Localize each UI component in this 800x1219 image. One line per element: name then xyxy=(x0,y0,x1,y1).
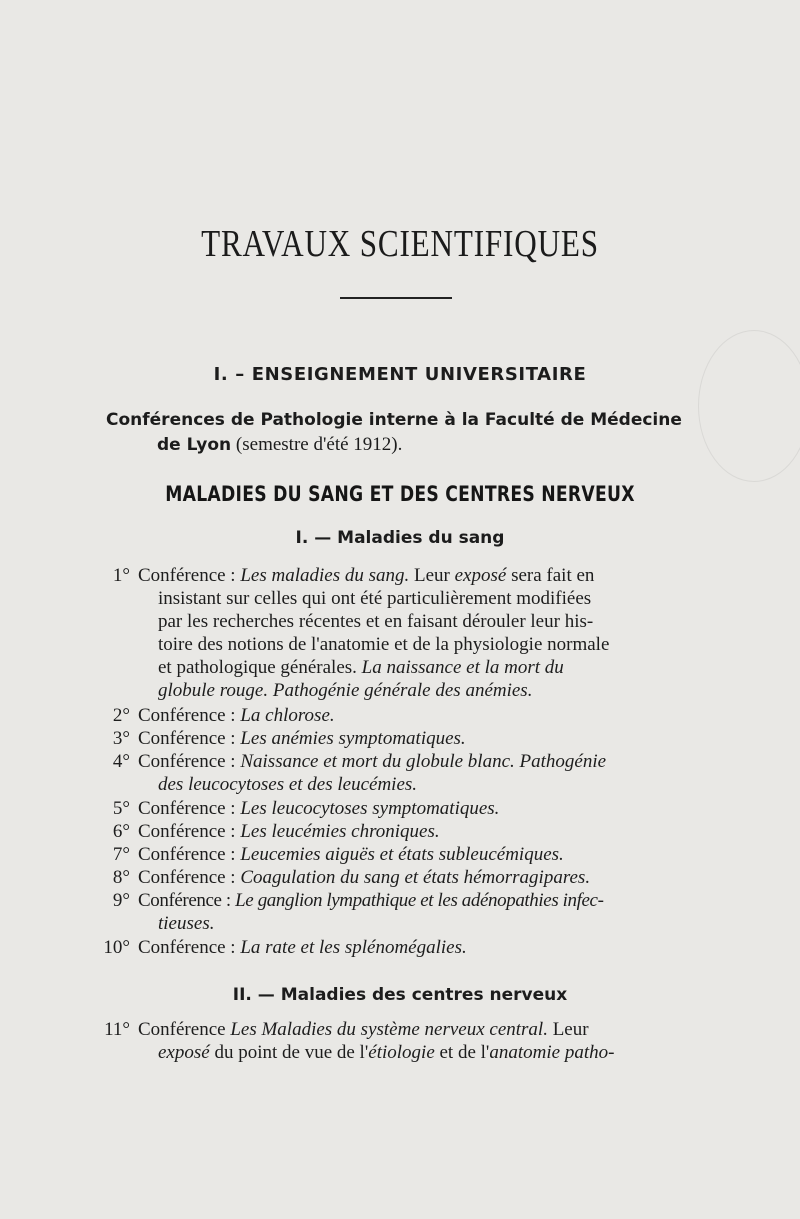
paper-stain xyxy=(698,330,800,482)
page-title: TRAVAUX SCIENTIFIQUES xyxy=(201,223,599,265)
title-rule xyxy=(340,297,452,299)
part-heading-sang: I. — Maladies du sang xyxy=(295,528,505,548)
section-heading: I. – ENSEIGNEMENT UNIVERSITAIRE xyxy=(213,364,587,385)
part-heading-nerveux: II. — Maladies des centres nerveux xyxy=(232,985,568,1005)
main-heading: MALADIES DU SANG ET DES CENTRES NERVEUX xyxy=(165,482,635,506)
conferences-heading-line2: de Lyon (semestre d'été 1912). xyxy=(157,434,403,455)
page: TRAVAUX SCIENTIFIQUES I. – ENSEIGNEMENT UNIVERSITAIRE Conférences de Pathologie interne à la Faculté de Médecine de Lyon (semestre d'été 1912). MALADIES DU SANG ET DES CENTRES NERVEUX I. — Maladies du sang 1° Conférence : Les maladies du sang. Leur exposé sera fait en insistant sur celles qui ont été particulièrement modifiées par les recherches récentes et en faisant dérouler leur his- toire des notions de l'anatomie et de la physiologie normale et pathologique générales. La naissance et la mort du globule rouge. Pathogénie générale des anémies. 2° Conférence : La chlorose. 3° Conférence : Les anémies symptomatiques. 4° Conférence : Naissance et mort du globule blanc. Pathogénie des leucocytoses et des leucémies. 5° Conférence : Les leucocytoses symptomatiques. 6° Conférence : Les leucémies chroniques. 7° Conférence : Leucemies aiguës et états subleucémiques. 8° Conférence : Coagulation du sang et états hémorragipares. 9° Conférence : Le ganglion lympathique et les adénopathies infec- tieuses. 10° Conférence : La rate et les splénomégalies. II. — Maladies des centres nerveux 11° Conférence Les Maladies du système nerveux central. Leur exposé du point de vue de l'étiologie et de l'anatomie patho- xyxy=(0,0,800,1219)
conferences-heading-line1: Conférences de Pathologie interne à la Faculté de Médecine xyxy=(106,410,682,430)
